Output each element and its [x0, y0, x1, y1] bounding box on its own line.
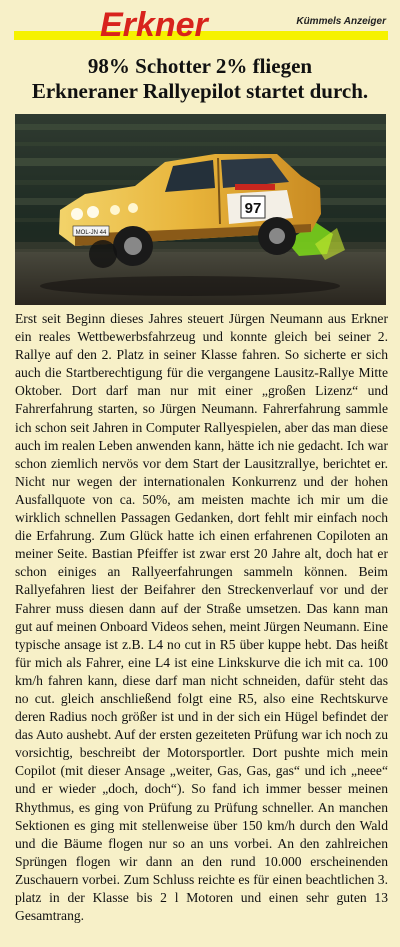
rally-car-photo: [15, 114, 386, 305]
headline-line-1: 98% Schotter 2% fliegen: [87, 54, 313, 78]
article-body: Erst seit Beginn dieses Jahres steuert Jürgen Neumann aus Erkner ein reales Wettbewerbsfahrzeug und konnte gleich bei seiner 2. Rallye auf den 2. Platz in seiner Klasse fahren. So sicherte er sich auch die Startberechtigung für die vergangene Lausitz-Rallye Mitte Oktober. Dort darf man nur mit einer „großen Lizenz“ und Fahrerfahrung starten, so Jürgen Neumann. Fahrerfahrung sammle ich schon seit Jahren in Computer Rallyespielen, aber das man diese auch im realen Leben anwenden kann, hätte ich nie gedacht. Ich war schon ziemlich nervös vor dem Start der Lausitzrallye, berichtet er. Nicht nur wegen der internationalen Konkurrenz und der hohen Ausfallquote von ca. 50%, am meisten machte ich mir um die wirklich schnellen Passagen Gedanken, dort fehlt mir einfach noch die Erfahrung. Zum Glück hatte ich einen erfahrenen Copiloten an meiner Seite. Bastian Pfeiffer ist zwar erst 20 Jahre alt, doch hat er schon einiges an Rallyeerfahrungen sammeln können. Beim Rallyefahren liest der Beifahrer den Streckenverlauf vor und der Fahrer muss diesen dann auf der Straße umsetzen. Das kann man gut auf meinen Onboard Videos sehen, meint Jürgen Neumann. Eine typische ansage ist z.B. L4 no cut in R5 über kuppe hebt. Das heißt für mich als Fahrer, eine L4 ist eine Linkskurve die ich mit ca. 100 km/h fahren kann, diese darf man nicht schneiden, dafür steht das no cut. gleich anschließend folgt eine R5, also eine Rechtskurve deren Radius noch größer ist und in der sich ein Hügel befindet der das Auto aushebt. Auf der ersten gezeiteten Prüfung war ich noch zu vorsichtig, beschreibt der Motorsportler. Dort pushte mich mein Copilot (mit dieser Ansage „weiter, Gas, Gas, gas“ und ich „neee“ und er wieder „doch, doch“). So fand ich immer besser meinen Rhythmus, es ging von Prüfung zu Prüfung schneller. An manchen Sektionen es ging mit stellenweise über 150 km/h durch den Wald und die Bäume flogen nur so an uns vorbei. An den zahlreichen Sprüngen flogen wir dann an den rund 10.000 erscheinenden Zuschauern vorbei. Zum Schluss reichte es für einen beachtlichen 3. platz in der Klasse bis 2 l Motoren und einen sehr guten 13 Gesamtrang.: [15, 311, 388, 924]
publisher-name: Kümmels Anzeiger: [296, 16, 386, 27]
masthead-title: Erkner: [100, 6, 208, 44]
headline-line-2: Erkneraner Rallyepilot startet durch.: [31, 79, 369, 103]
car-number: 97: [244, 200, 262, 217]
license-plate: MOL-JN 44: [75, 230, 107, 236]
headline: [0, 54, 400, 104]
rally-car-illustration: [15, 114, 386, 305]
